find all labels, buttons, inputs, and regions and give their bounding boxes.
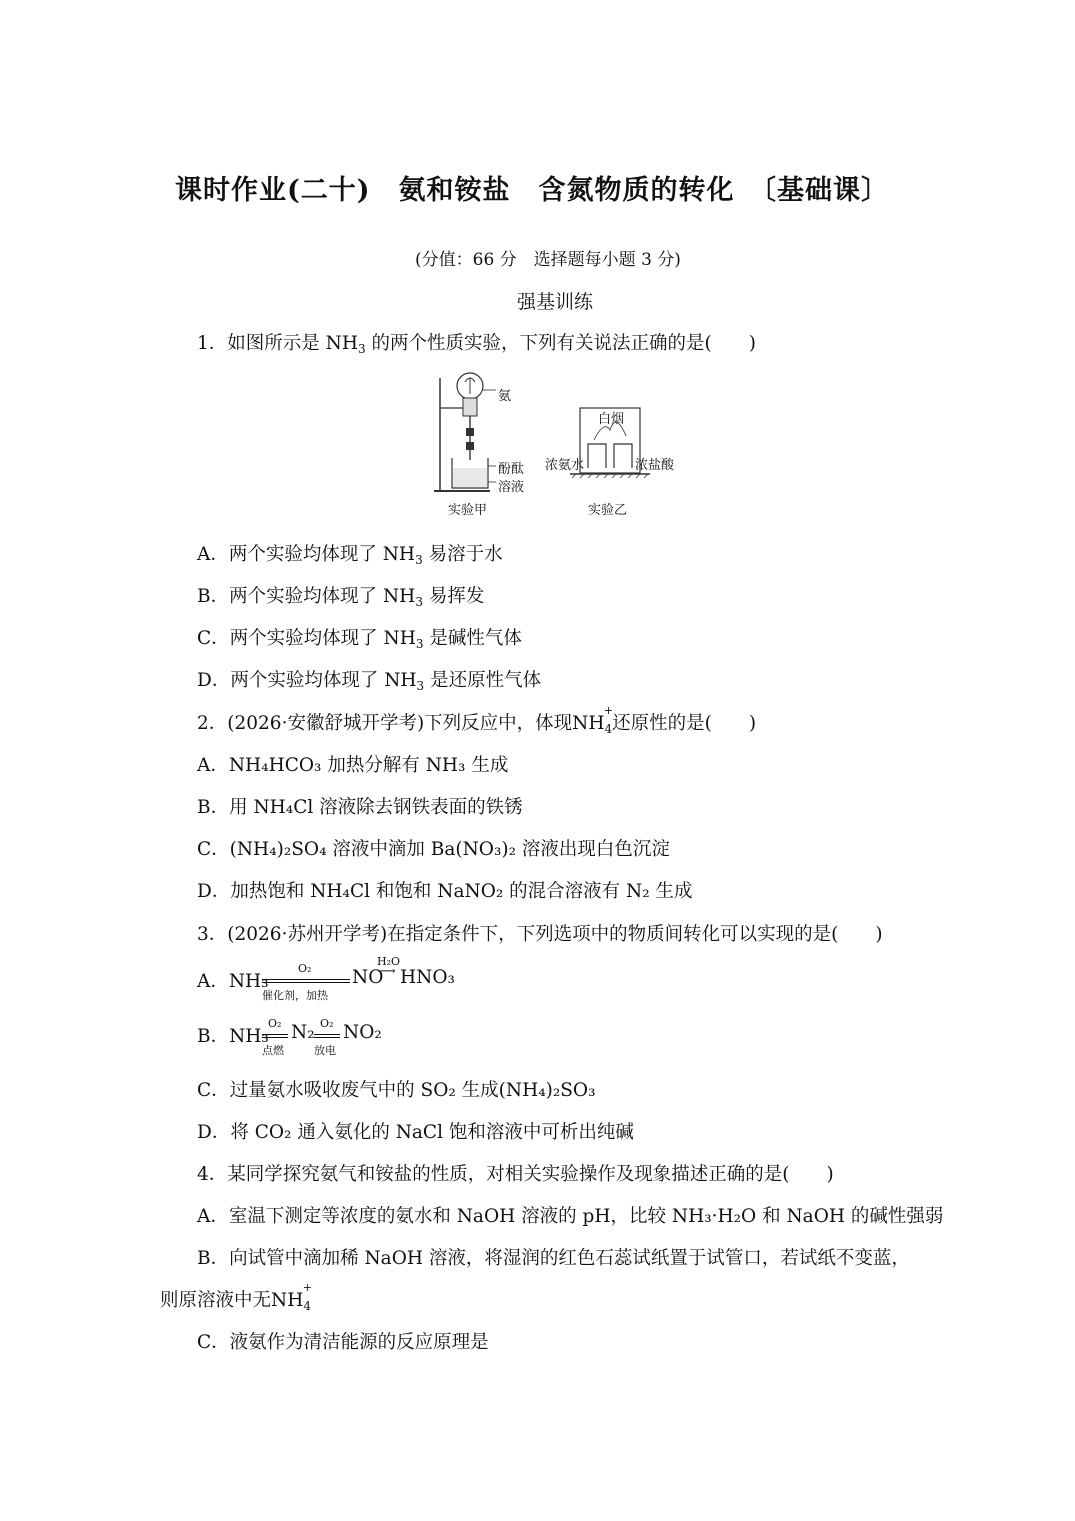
q3-b-reagent-o2-2: O₂ — [320, 1017, 334, 1030]
q3-a-product-hno3: HNO₃ — [400, 967, 455, 988]
question-1-stem: 1．如图所示是 $NH_3$ 的两个性质实验，下列有关说法正确的是( ) — [197, 333, 756, 356]
q2-option-b: B．用 NH₄Cl 溶液除去钢铁表面的铁锈 — [197, 797, 523, 818]
q4-option-b-line-1: B．向试管中滴加稀 NaOH 溶液，将湿润的红色石蕊试纸置于试管口，若试纸不变蓝， — [197, 1248, 910, 1269]
experiment-diagram — [430, 368, 680, 518]
q4-option-c: C．液氨作为清洁能源的反应原理是 — [197, 1332, 489, 1353]
page-title: 课时作业(二十) 氨和铵盐 含氮物质的转化 〔基础课〕 — [175, 175, 890, 206]
q3-option-b-label: B．NH₃ — [197, 1026, 269, 1047]
q4-option-a: A．室温下测定等浓度的氨水和 NaOH 溶液的 pH，比较 NH₃·H₂O 和 NaOH 的碱性强弱 — [197, 1206, 944, 1227]
q2-option-a: A．NH₄HCO₃ 加热分解有 NH₃ 生成 — [197, 755, 509, 776]
q3-b-product-no2: NO₂ — [343, 1022, 382, 1043]
q4-option-b-line-2: 则原溶液中无$NH_4$ + — [160, 1281, 312, 1313]
q3-a-arrow-2: ⟶ — [377, 964, 396, 979]
q3-b-arrow-1 — [262, 1034, 288, 1038]
label-white-smoke: 白烟 — [598, 412, 625, 427]
q3-b-arrow-2 — [314, 1034, 340, 1038]
q3-a-arrow-1 — [262, 979, 350, 983]
q3-b-reagent-o2-1: O₂ — [268, 1017, 282, 1030]
caption-experiment-a: 实验甲 — [448, 503, 488, 518]
score-info: (分值：66 分 选择题每小题 3 分) — [415, 250, 681, 270]
label-conc-ammonia: 浓氨水 — [545, 458, 585, 473]
caption-experiment-b: 实验乙 — [588, 503, 628, 518]
q3-option-a-label: A．NH₃ — [197, 971, 269, 992]
q3-a-product-no: NO — [352, 967, 384, 988]
q3-b-condition-1: 点燃 — [262, 1044, 284, 1057]
q1-option-d: D．两个实验均体现了 $NH_3$ 是还原性气体 — [197, 670, 542, 693]
label-solution: 溶液 — [498, 480, 525, 495]
ammonium-ion-formula: $NH_4$ + — [572, 704, 614, 736]
q1-option-b: B．两个实验均体现了 $NH_3$ 易挥发 — [197, 586, 485, 609]
q3-a-reagent-h2o: H₂O — [377, 955, 401, 968]
q2-option-c: C．(NH₄)₂SO₄ 溶液中滴加 Ba(NO₃)₂ 溶液出现白色沉淀 — [197, 839, 670, 860]
question-4-stem: 4．某同学探究氨气和铵盐的性质，对相关实验操作及现象描述正确的是( ) — [197, 1164, 834, 1185]
q3-b-condition-2: 放电 — [314, 1044, 336, 1057]
ammonium-ion-formula: $NH_4$ + — [271, 1281, 312, 1313]
question-2-stem: 2．(2026·安徽舒城开学考)下列反应中，体现$NH_4$ + 还原性的是( ) — [197, 704, 757, 736]
q3-option-c: C．过量氨水吸收废气中的 SO₂ 生成(NH₄)₂SO₃ — [197, 1080, 596, 1101]
q3-a-reagent-o2: O₂ — [298, 962, 312, 975]
question-3-stem: 3．(2026·苏州开学考)在指定条件下，下列选项中的物质间转化可以实现的是( ) — [197, 924, 883, 945]
q1-option-c: C．两个实验均体现了 $NH_3$ 是碱性气体 — [197, 628, 522, 651]
q3-b-product-n2: N₂ — [291, 1022, 315, 1043]
q1-option-a: A．两个实验均体现了 $NH_3$ 易溶于水 — [197, 544, 503, 567]
q3-option-d: D．将 CO₂ 通入氨化的 NaCl 饱和溶液中可析出纯碱 — [197, 1122, 634, 1143]
experiment-figure — [430, 368, 680, 518]
label-conc-hcl: 浓盐酸 — [635, 458, 675, 473]
q3-a-condition: 催化剂，加热 — [262, 989, 328, 1002]
q2-option-d: D．加热饱和 NH₄Cl 和饱和 NaNO₂ 的混合溶液有 N₂ 生成 — [197, 881, 693, 902]
label-phenolphthalein: 酚酞 — [498, 462, 525, 477]
section-heading: 强基训练 — [517, 291, 594, 313]
label-ammonia: 氨 — [498, 389, 512, 404]
